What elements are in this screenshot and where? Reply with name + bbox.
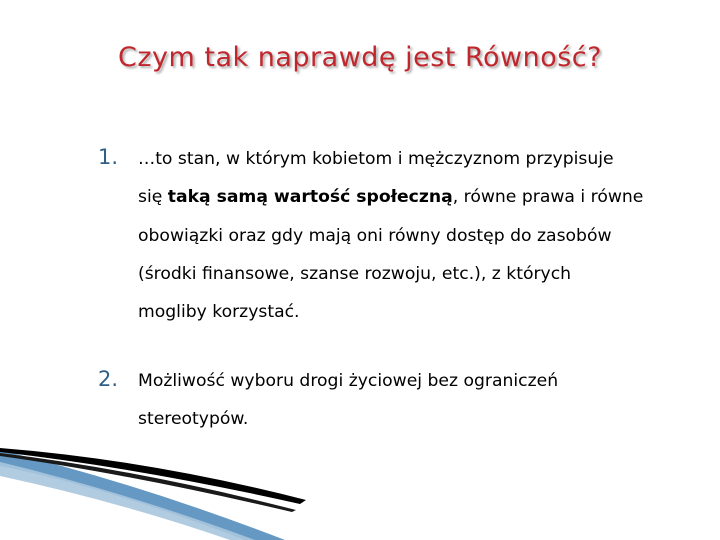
text-line: …to stan, w którym kobietom i mężczyznom przypisuje bbox=[138, 149, 614, 169]
text-segment: się bbox=[138, 187, 168, 208]
swoosh-blue-band bbox=[0, 450, 285, 540]
text-line: (środki finansowe, szanse rozwoju, etc.), z których bbox=[138, 263, 572, 284]
list-item-text bbox=[138, 140, 703, 331]
text-line: Możliwość wyboru drogi życiowej bez ograniczeń bbox=[138, 371, 559, 391]
list-item-text bbox=[138, 362, 703, 439]
bold-phrase: taką samą wartość społeczną bbox=[167, 187, 453, 208]
list-number: 1. bbox=[98, 145, 119, 169]
text-line: stereotypów. bbox=[138, 409, 249, 430]
text-line: mogliby korzystać. bbox=[138, 302, 300, 323]
text-line: obowiązki oraz gdy mają oni równy dostęp do zasobów bbox=[138, 225, 612, 246]
decorative-swoosh bbox=[0, 440, 720, 540]
slide-title: Czym tak naprawdę jest Równość? bbox=[118, 42, 602, 73]
text-segment: , równe prawa i równe bbox=[452, 187, 644, 208]
text-line bbox=[138, 178, 703, 216]
list-number: 2. bbox=[98, 367, 119, 391]
